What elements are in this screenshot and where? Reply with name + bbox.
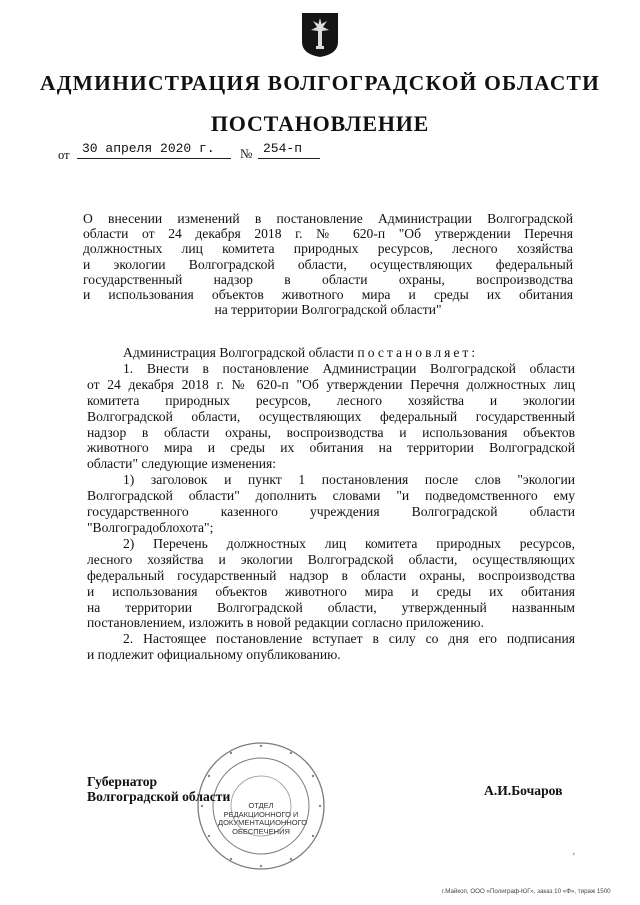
- subject-line: государственный надзор в области охраны, воспроизводства: [83, 271, 573, 287]
- seal-text-line: РЕДАКЦИОННОГО И: [223, 809, 299, 819]
- position-line: Волгоградской области: [87, 789, 231, 804]
- coat-of-arms-icon: [301, 12, 339, 58]
- organization-title: АДМИНИСТРАЦИЯ ВОЛГОГРАДСКОЙ ОБЛАСТИ: [39, 71, 601, 95]
- body-line: 1. Внести в постановление Администрации Волгоградской области: [123, 360, 575, 376]
- subject-line: и экологии Волгоградской области, осуществляющих федеральный: [83, 256, 573, 272]
- document-subject: [83, 211, 573, 317]
- body-line: животного мира и среды их обитания на территории Волгоградской: [87, 440, 575, 456]
- body-line: 2. Настоящее постановление вступает в силу со дня его подписания: [123, 631, 575, 647]
- body-line: государственного казенного учреждения Волгоградской области: [87, 504, 575, 520]
- document-body: [87, 345, 575, 663]
- scan-mark: ': [573, 852, 575, 863]
- seal-text-line: ОТДЕЛ: [248, 801, 274, 810]
- intro-text: Администрация Волгоградской области: [123, 345, 355, 360]
- body-line: Волгоградской области" дополнить словами "и подведомственного ему: [87, 488, 575, 504]
- seal-text-line: ОБЕСПЕЧЕНИЯ: [232, 826, 290, 836]
- document-type: ПОСТАНОВЛЕНИЕ: [210, 111, 430, 136]
- body-line: Волгоградской области, осуществляющих федеральный государственный: [87, 408, 575, 424]
- subject-line: и использования объектов животного мира и среды их обитания: [83, 287, 573, 303]
- position-line: Губернатор: [87, 774, 158, 789]
- body-line: федеральный государственный надзор в области охраны, воспроизводства: [87, 567, 575, 583]
- subject-line: на территории Волгоградской области": [214, 302, 442, 318]
- number-sign: №: [240, 146, 253, 161]
- seal-center-text: [218, 801, 308, 836]
- body-line: постановлением, изложить в новой редакции согласно приложению.: [87, 615, 484, 631]
- body-line: 2) Перечень должностных лиц комитета природных ресурсов,: [123, 535, 575, 551]
- date-prefix: от: [58, 148, 70, 162]
- intro-verb: постановляет:: [357, 345, 479, 360]
- document-number: 254-п: [263, 141, 303, 156]
- document-date: 30 апреля 2020 г.: [82, 141, 215, 156]
- body-line: от 24 декабря 2018 г. № 620-п "Об утверждении Перечня должностных лиц: [87, 376, 575, 392]
- body-line: и подлежит официальному опубликованию.: [87, 647, 341, 663]
- subject-line: области от 24 декабря 2018 г. № 620-п "Об утверждении Перечня: [83, 226, 573, 242]
- body-line: 1) заголовок и пункт 1 постановления после слов "экологии: [123, 472, 575, 488]
- body-line: на территории Волгоградской области, утвержденный названным: [87, 599, 575, 615]
- body-line: надзор в области охраны, воспроизводства и использования объектов: [87, 424, 575, 440]
- body-line: "Волгоградоблохота";: [87, 519, 214, 535]
- signatory-position: [87, 774, 230, 804]
- print-imprint: г.Майкоп, ООО «Полиграф-ЮГ», заказ 10 «Ф», тираж 1500: [442, 888, 611, 895]
- body-intro: [87, 345, 575, 361]
- body-line: области" следующие изменения:: [87, 456, 277, 472]
- subject-line: О внесении изменений в постановление Администрации Волгоградской: [83, 211, 573, 226]
- body-line: и использования объектов животного мира и среды их обитания: [87, 583, 575, 599]
- signatory-name: А.И.Бочаров: [484, 783, 563, 798]
- subject-line: должностных лиц комитета природных ресурсов, лесного хозяйства: [83, 241, 573, 257]
- seal-text-line: ДОКУМЕНТАЦИОННОГО: [218, 818, 308, 827]
- body-line: комитета природных ресурсов, лесного хозяйства и экологии: [87, 392, 575, 408]
- body-line: лесного хозяйства и экологии Волгоградской области, осуществляющих: [87, 551, 575, 567]
